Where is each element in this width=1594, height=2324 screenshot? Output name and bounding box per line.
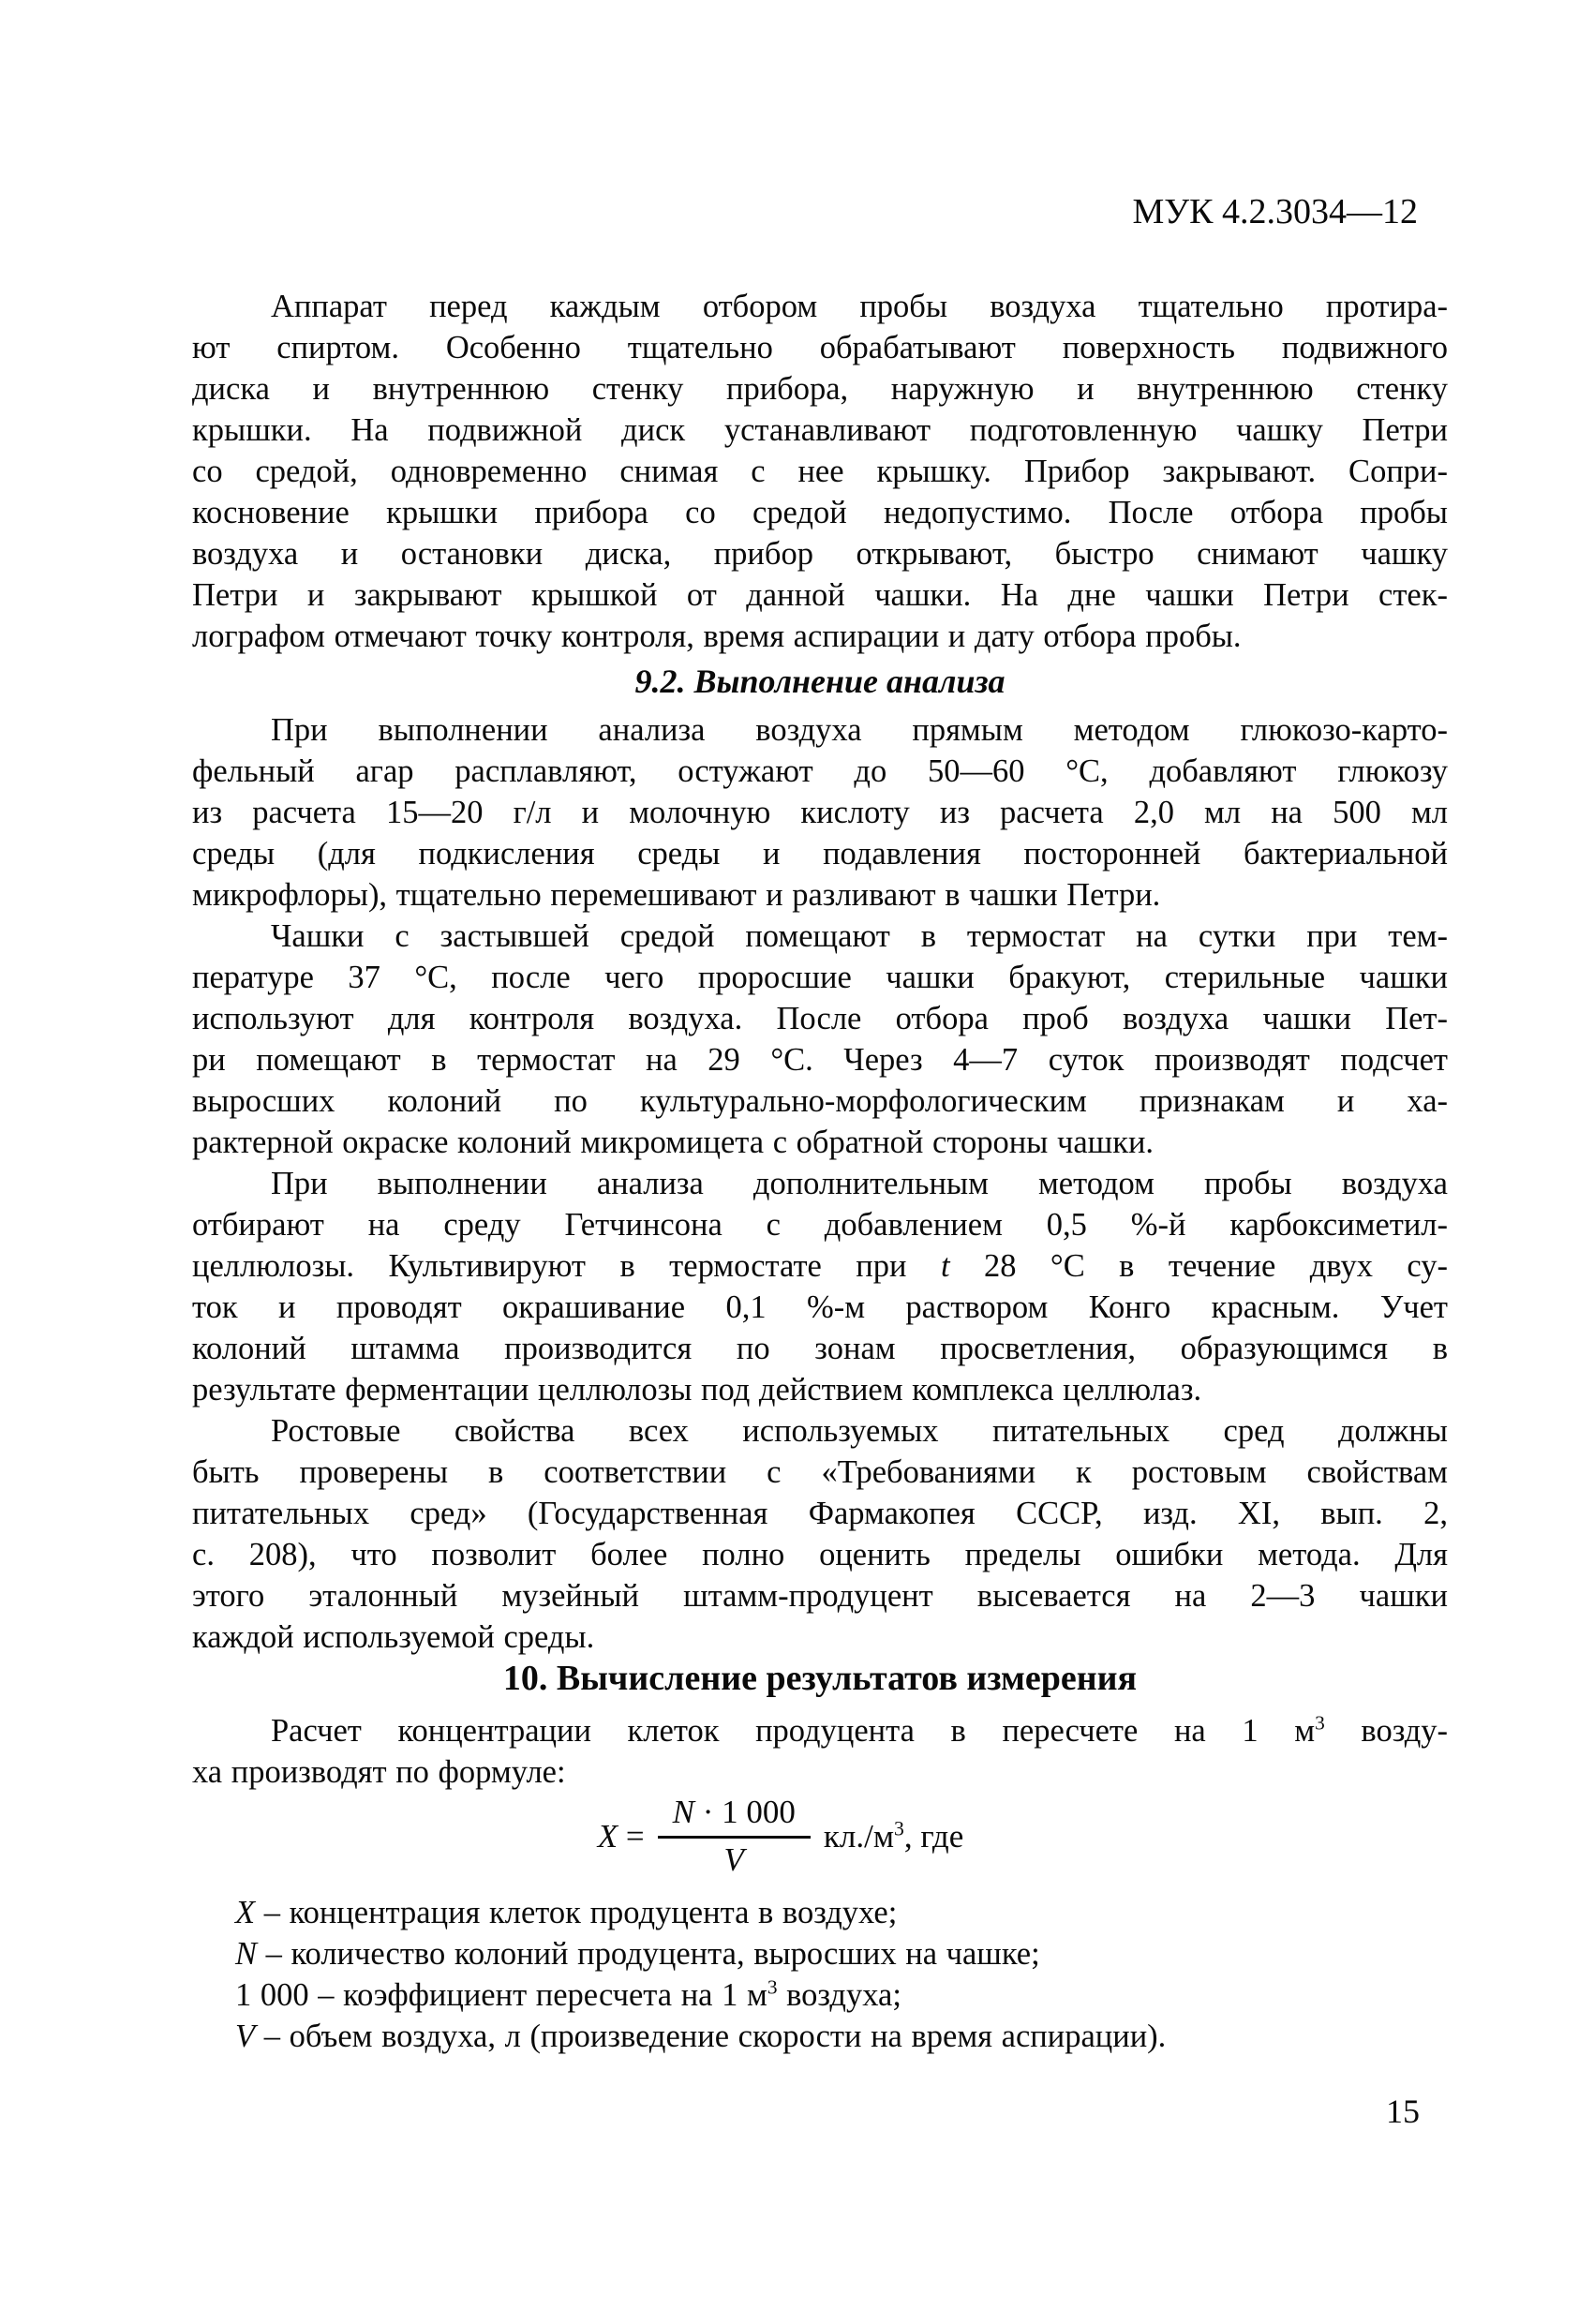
text-segment: = (618, 1817, 645, 1855)
text-line: лографом отмечают точку контроля, время аспирации и дату отбора пробы. (192, 618, 1242, 654)
text-segment: воздуха; (777, 1977, 901, 2013)
text-line (192, 1933, 1448, 1974)
fraction-denominator (658, 1839, 811, 1880)
text-line: крышки. На подвижной диск устанавливают подготовленную чашку Петри (192, 412, 1448, 448)
definitions-list (192, 1892, 1448, 2057)
text-line (192, 2016, 1448, 2057)
paragraph (192, 1410, 1448, 1658)
text-line: ха производят по формуле: (192, 1754, 566, 1790)
fraction-numerator (658, 1793, 811, 1839)
text-segment: целлюлозы. Культивируют в термостате при (192, 1248, 941, 1284)
text-line: отбирают на среду Гетчинсона с добавлением 0,5 %-й карбоксиметил- (192, 1207, 1448, 1243)
text-segment: Расчет концентрации клеток продуцента в пересчете на 1 м (271, 1713, 1316, 1749)
italic-variable: X (235, 1895, 256, 1930)
doc-body (192, 286, 1448, 2057)
text-line: быть проверены в соответствии с «Требованиями к ростовым свойствам (192, 1454, 1448, 1490)
text-line: ток и проводят окрашивание 0,1 %-м раствором Конго красным. Учет (192, 1289, 1448, 1325)
paragraph (192, 1710, 1448, 1793)
text-line: воздуха и остановки диска, прибор открывают, быстро снимают чашку (192, 536, 1448, 572)
text-segment: 1 000 – коэффициент пересчета на 1 м (235, 1977, 767, 2013)
text-line: Ростовые свойства всех используемых питательных сред должны (271, 1413, 1448, 1449)
section-heading: 10. Вычисление результатов измерения (502, 1659, 1138, 1698)
paragraph (192, 709, 1448, 916)
superscript: 3 (893, 1816, 904, 1840)
formula-units (824, 1816, 963, 1857)
text-line (192, 1245, 1448, 1287)
page-number: 15 (1386, 2093, 1420, 2130)
formula-lhs (598, 1816, 645, 1857)
text-line: Аппарат перед каждым отбором пробы воздуха тщательно протира- (271, 289, 1448, 324)
text-line: фельный агар расплавляют, остужают до 50—60 °С, добавляют глюкозу (192, 753, 1448, 789)
text-line (192, 1974, 1448, 2016)
text-segment: – объем воздуха, л (произведение скорости на время аспирации). (255, 2019, 1167, 2054)
text-line: микрофлоры), тщательно перемешивают и разливают в чашки Петри. (192, 877, 1161, 913)
text-line: из расчета 15—20 г/л и молочную кислоту из расчета 2,0 мл на 500 мл (192, 795, 1448, 830)
text-line: косновение крышки прибора со средой недопустимо. После отбора пробы (192, 495, 1448, 530)
formula-fraction (658, 1793, 811, 1880)
text-segment: 28 °С в течение двух су- (949, 1248, 1449, 1284)
text-line: При выполнении анализа дополнительным методом пробы воздуха (271, 1166, 1448, 1201)
text-line: каждой используемой среды. (192, 1619, 595, 1655)
text-line: ри помещают в термостат на 29 °С. Через 4—7 суток производят подсчет (192, 1042, 1448, 1078)
italic-variable: X (597, 1817, 618, 1855)
superscript: 3 (1315, 1711, 1325, 1735)
text-line: Чашки с застывшей средой помещают в термостат на сутки при тем- (271, 918, 1448, 954)
text-segment: возду- (1324, 1713, 1448, 1749)
italic-variable: N (235, 1936, 258, 1972)
paragraph (192, 916, 1448, 1163)
text-line: Петри и закрывают крышкой от данной чашки. На дне чашки Петри стек- (192, 577, 1448, 613)
text-line: питательных сред» (Государственная Фармакопея СССР, изд. XI, вып. 2, (192, 1496, 1448, 1531)
paragraph (192, 1163, 1448, 1410)
text-line: ют спиртом. Особенно тщательно обрабатывают поверхность подвижного (192, 330, 1448, 365)
text-line: со средой, одновременно снимая с нее крышку. Прибор закрывают. Сопри- (192, 454, 1448, 489)
text-line: выросших колоний по культурально-морфологическим признакам и ха- (192, 1083, 1448, 1119)
text-segment: , где (903, 1817, 964, 1855)
text-line: диска и внутреннюю стенку прибора, наружную и внутреннюю стенку (192, 371, 1448, 407)
text-line: с. 208), что позволит более полно оценить пределы ошибки метода. Для (192, 1537, 1448, 1572)
text-segment: – концентрация клеток продуцента в воздухе; (255, 1895, 898, 1930)
text-line: При выполнении анализа воздуха прямым методом глюкозо-карто- (271, 712, 1448, 748)
paragraph (192, 286, 1448, 657)
italic-variable: N (672, 1794, 694, 1830)
text-segment: · 1 000 (693, 1794, 796, 1830)
italic-variable: V (235, 2019, 256, 2054)
italic-variable: t (940, 1248, 950, 1284)
text-line: пературе 37 °С, после чего проросшие чашки бракуют, стерильные чашки (192, 960, 1448, 995)
text-line: среды (для подкисления среды и подавления посторонней бактериальной (192, 836, 1448, 872)
text-line: используют для контроля воздуха. После отбора проб воздуха чашки Пет- (192, 1001, 1448, 1036)
italic-variable: V (723, 1841, 744, 1878)
superscript: 3 (767, 1975, 778, 1999)
text-segment: кл./м (823, 1817, 894, 1855)
text-segment: – количество колоний продуцента, выросших на чашке; (257, 1936, 1040, 1972)
text-line: колоний штамма производится по зонам просветления, образующимся в (192, 1331, 1448, 1366)
text-line: рактерной окраске колоний микромицета с обратной стороны чашки. (192, 1125, 1155, 1160)
text-line (192, 1892, 1448, 1933)
section-heading: 9.2. Выполнение анализа (634, 663, 1006, 700)
text-line: этого эталонный музейный штамм-продуцент высевается на 2—3 чашки (192, 1578, 1448, 1614)
text-line: результате ферментации целлюлозы под действием комплекса целлюлаз. (192, 1372, 1202, 1408)
doc-code-header: МУК 4.2.3034—12 (1132, 192, 1418, 231)
text-line (192, 1710, 1448, 1751)
formula (153, 1793, 1408, 1883)
